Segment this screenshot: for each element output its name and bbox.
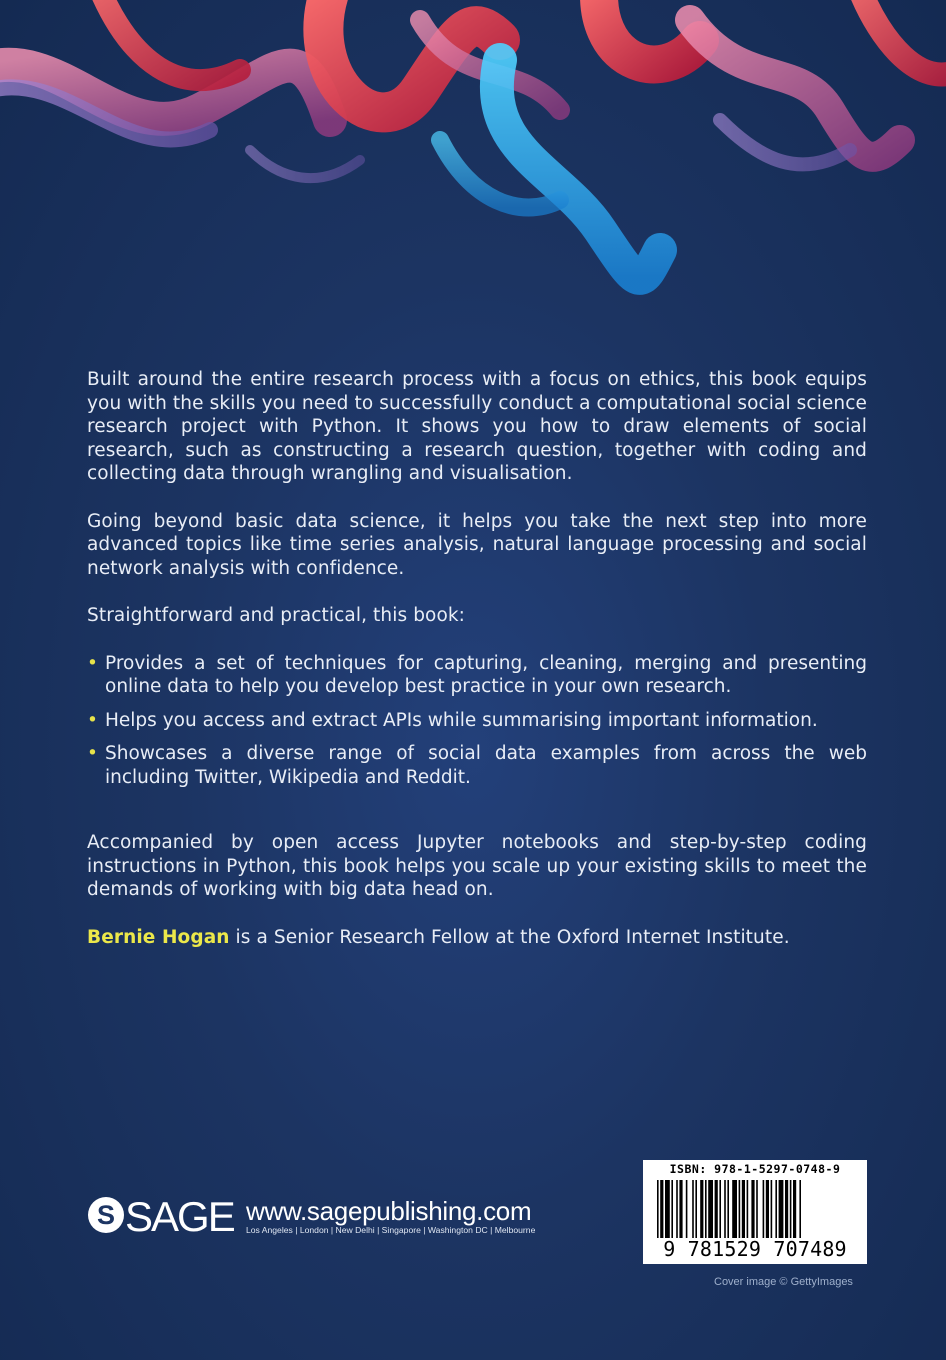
barcode-bar [766,1180,769,1238]
barcode-bar [775,1180,777,1238]
sage-logo [87,1193,247,1239]
barcode-bar [732,1180,737,1238]
barcode-bar [676,1180,678,1238]
barcode-bar [719,1180,721,1238]
barcode-bar [785,1180,788,1238]
barcode-bar [747,1180,749,1238]
barcode-bar [756,1180,758,1238]
bullet-lead-in: Straightforward and practical, this book: [87,605,466,626]
isbn-label: ISBN: 978-1-5297-0748-9 [669,1162,841,1176]
barcode-bar [715,1180,718,1238]
barcode-bar [657,1180,659,1238]
barcode-bar [660,1180,663,1238]
barcode-bar [695,1180,697,1238]
barcode-bar [679,1180,682,1238]
barcode-bar [771,1180,773,1238]
list-item: • Provides a set of techniques for capturing, cleaning, merging and presenting online data to help you develop best practice in your own research. [87,652,867,697]
closing-paragraph: Accompanied by open access Jupyter notebooks and step-by-step coding instructions in Python, this book helps you scale up your existing skills to meet the demands of working with big data head on. [87,832,867,900]
barcode-bar [727,1180,729,1238]
barcode-bar [724,1180,726,1238]
isbn-barcode [643,1160,867,1264]
feature-list [87,652,867,790]
cover-image-credit: Cover image © GettyImages [714,1276,853,1288]
intro-paragraph: Built around the entire research process with a focus on ethics, this book equips you with the skills you need to successfully conduct a computational social science research project with Python. It shows you how to draw elements of social research, such as constructing a research question, together with coding and collecting data through wrangling and visualisation. [87,369,867,484]
barcode-bar [793,1180,796,1238]
barcode-bar [799,1180,801,1238]
barcode-bar [708,1180,713,1238]
advanced-topics-paragraph: Going beyond basic data science, it helps you take the next step into more advanced topics like time series analysis, natural language processing and social network analysis with confidence. [87,510,867,579]
back-cover-blurb [87,368,867,973]
cover-art-ribbons [0,0,946,330]
barcode-digits: 9 781529 707489 [663,1237,847,1261]
barcode-bar [705,1180,707,1238]
barcode-bar [751,1180,754,1238]
barcode-bar [700,1180,703,1238]
barcode-bar [692,1180,694,1238]
barcode-bar [671,1180,673,1238]
sage-logo-text: SAGE [125,1193,234,1239]
publisher-cities: Los Angeles | London | New Delhi | Singapore | Washington DC | Melbourne [246,1225,536,1235]
barcode-bar [742,1180,745,1238]
svg-text:S: S [96,1200,116,1230]
barcode-bar [779,1180,784,1238]
author-name: Bernie Hogan [87,926,230,948]
list-item: • Helps you access and extract APIs while summarising important information. [87,709,818,731]
author-bio-text: is a Senior Research Fellow at the Oxford Internet Institute. [229,926,790,948]
bullet-icon: • [87,652,98,674]
barcode-bar [739,1180,741,1238]
bullet-icon: • [87,709,98,731]
author-bio [87,926,867,950]
barcode-bar [790,1180,792,1238]
bullet-icon: • [87,743,98,764]
publisher-url[interactable]: www.sagepublishing.com [246,1196,532,1226]
barcode-bar [665,1180,670,1238]
barcode-bar [686,1180,688,1238]
barcode-bar [763,1180,765,1238]
list-item: • Showcases a diverse range of social data examples from across the web including Twitter, Wikipedia and Reddit. [87,743,867,788]
